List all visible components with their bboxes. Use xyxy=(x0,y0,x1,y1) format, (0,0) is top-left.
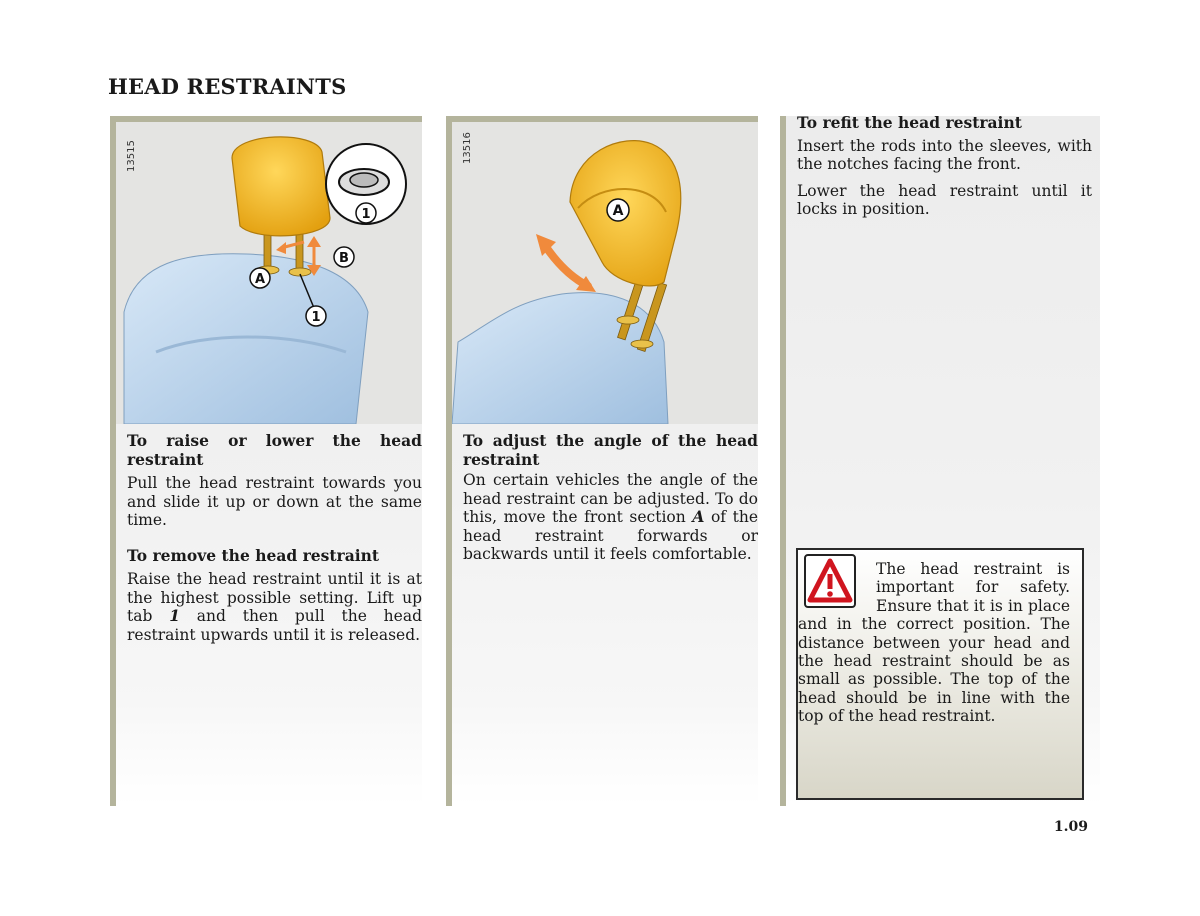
seat-back xyxy=(452,293,668,424)
adjust-angle-heading: To adjust the angle of the head restraint xyxy=(463,431,758,469)
section-reference: A xyxy=(692,507,705,526)
column-adjust-angle xyxy=(446,116,758,806)
figure-adjust-angle xyxy=(452,122,758,424)
callout-1 xyxy=(306,306,326,326)
adjust-angle-section xyxy=(463,432,758,564)
seat-back xyxy=(124,254,368,424)
figure-raise-lower xyxy=(116,122,422,424)
callout-a xyxy=(250,268,270,288)
refit-para-1: Insert the rods into the sleeves, with the notches facing the front. xyxy=(797,136,1092,173)
remove-body: Raise the head restraint until it is at the highest possible setting. Lift up tab 1 and then pull the head restraint upwards until it is released. xyxy=(127,570,422,644)
warning-box xyxy=(796,548,1084,800)
warning-paragraph: The head restraint is important for safety. Ensure that it is in place and in the correct position. The distance between your head and the head restraint should be as small as possible. The top of the head should be in line with the top of the head restraint. xyxy=(798,560,1070,726)
remove-heading: To remove the head restraint xyxy=(127,545,380,565)
callout-1-detail xyxy=(356,203,376,223)
figure-code: 13516 xyxy=(462,132,473,164)
svg-text:1: 1 xyxy=(361,207,371,222)
tab-reference: 1 xyxy=(169,606,180,625)
figure-code: 13515 xyxy=(126,140,137,172)
page-number: 1.09 xyxy=(1053,819,1088,835)
svg-text:1: 1 xyxy=(311,310,321,325)
svg-text:A: A xyxy=(254,272,266,287)
svg-text:B: B xyxy=(339,251,349,266)
page-title: HEAD RESTRAINTS xyxy=(108,74,347,99)
adjust-angle-body: On certain vehicles the angle of the head restraint can be adjusted. To do this, move the front section A of the head restraint forwards or backwards until it feels comfortable. xyxy=(463,471,759,563)
refit-para-2: Lower the head restraint until it locks in position. xyxy=(797,181,1092,218)
callout-a xyxy=(607,199,629,221)
callout-b xyxy=(334,247,354,267)
svg-text:A: A xyxy=(612,203,624,219)
column-raise-lower xyxy=(110,116,422,806)
headrest xyxy=(232,137,330,236)
raise-lower-body: Pull the head restraint towards you and slide it up or down at the same time. xyxy=(127,474,422,529)
raise-lower-section xyxy=(127,432,422,644)
warning-triangle-icon xyxy=(804,554,856,608)
refit-heading: To refit the head restraint xyxy=(797,113,1022,132)
refit-section xyxy=(797,114,1092,219)
raise-lower-heading: To raise or lower the head restraint xyxy=(127,431,422,469)
